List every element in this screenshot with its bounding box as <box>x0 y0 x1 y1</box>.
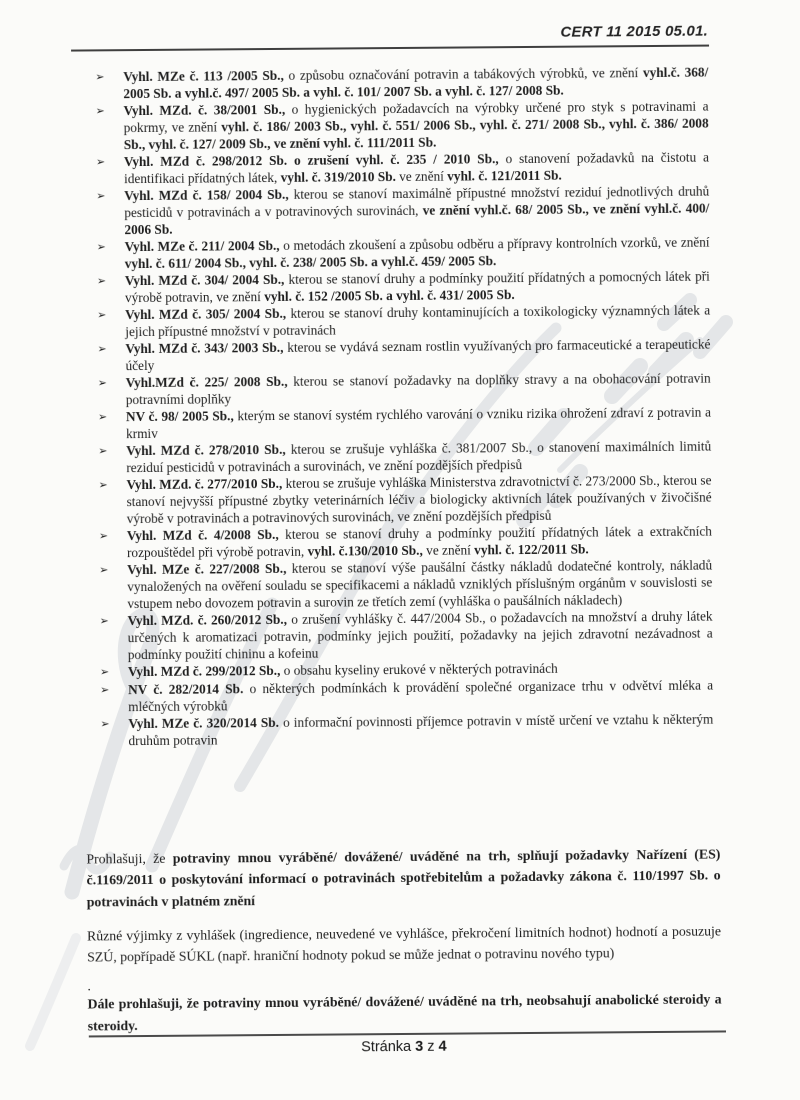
text-regular: kterou se stanoví druhy kontaminujících a toxikologicky významných látek a jejich přípustné množství v potravinách <box>125 302 711 340</box>
list-item <box>95 64 708 103</box>
declaration-paragraph <box>86 843 720 912</box>
text-bold: Vyhl. MZd č. 343/ 2003 Sb., <box>125 339 288 357</box>
arrow-bullet-icon: ➢ <box>95 71 105 84</box>
arrow-bullet-icon: ➢ <box>97 411 108 424</box>
text-regular: o informační povinnosti příjemce potravin v místě určení ve vztahu k některým druhům potravin <box>128 711 714 749</box>
text-regular: ve znění <box>399 168 448 184</box>
arrow-bullet-icon: ➢ <box>97 343 107 356</box>
list-item <box>98 404 711 443</box>
list-item-text <box>127 557 712 613</box>
text-bold: vyhl. č. 122/2011 Sb. <box>474 541 589 558</box>
text-regular: kterou se zrušuje vyhláška Ministerstva zdravotnictví č. 273/2000 Sb., kterou se stanoví nejvyšší přípustné zbytky veterinárních léčiv a biologicky aktivních látek používaných v živočišné výrobě v potravinách a potravinových surovinách, ve znění pozdějších předpisů <box>126 472 712 527</box>
text-bold: Vyhl. MZd. č. 277/2010 Sb., <box>126 475 286 493</box>
list-item-text <box>126 404 711 443</box>
list-item <box>99 557 712 613</box>
arrow-bullet-icon: ➢ <box>96 190 106 203</box>
list-item-text <box>125 268 710 307</box>
list-item <box>96 149 709 188</box>
text-bold: vyhl. č.130/2010 Sb., <box>307 542 427 559</box>
text-regular: kterou se stanoví druhy a podmínky použití přídatných látek a extrakčních rozpouštědel při výrobě potravin, <box>126 523 712 561</box>
text-bold: 4 <box>438 1038 447 1055</box>
text-regular: o hygienických požadavcích na výrobky určené pro styk s potravinami a pokrmy, ve znění <box>123 98 709 136</box>
arrow-bullet-icon: ➢ <box>98 530 109 543</box>
text-regular: z <box>423 1038 439 1055</box>
arrow-bullet-icon: ➢ <box>98 445 108 458</box>
text-bold: Vyhl. MZe č. 320/2014 Sb. <box>128 714 284 732</box>
text-bold: Vyhl. MZd č. 304/ 2004 Sb., <box>124 271 289 289</box>
list-item-text <box>123 64 708 103</box>
list-item-text <box>125 302 710 341</box>
arrow-bullet-icon: ➢ <box>97 377 107 390</box>
text-bold: potraviny mnou vyráběné/ dovážené/ uváděné na trh, splňují požadavky Nařízení (ES) č.1169/2011 o poskytování informací o potravinách spotřebitelům a požadavky zákona č. 110/1997 Sb. o potravinách v platném znění <box>86 846 721 910</box>
text-regular: kterým se stanoví systém rychlého varování o vzniku rizika ohrožení zdraví z potravin a krmiv <box>126 404 711 442</box>
list-item <box>95 98 708 154</box>
list-item <box>100 677 713 716</box>
list-item-text <box>124 149 709 188</box>
header-rule <box>71 45 709 52</box>
text-bold: vyhl. č. 319/2010 Sb. <box>280 168 400 185</box>
text-regular: Různé výjimky z vyhlášek (ingredience, neuvedené ve vyhlášce, překročení limitních hodnot) hodnotí a posuzuje SZÚ, popřípadě SÚKL (např. hraniční hodnoty pokud se může jednat o potravinu nového typu) <box>86 923 722 965</box>
text-bold: 3 <box>415 1038 424 1055</box>
list-item-text <box>125 234 710 273</box>
text-bold: Vyhl. MZe č. 113 /2005 Sb., <box>123 67 289 85</box>
steroids-declaration-paragraph <box>87 989 721 1037</box>
arrow-bullet-icon: ➢ <box>96 241 106 254</box>
text-regular: Stránka <box>361 1038 416 1056</box>
arrow-bullet-icon: ➢ <box>99 564 109 577</box>
text-regular: o stanovení požadavků na čistotu a identifikaci přídatných látek, <box>124 149 709 187</box>
list-item <box>98 438 711 477</box>
text-regular: o obsahu kyseliny erukové v některých potravinách <box>283 660 558 678</box>
list-item-text <box>127 523 712 562</box>
text-regular: o některých podmínkách k provádění společné organizace trhu v odvětví mléka a mléčných výrobků <box>128 677 714 715</box>
text-regular: ve znění <box>426 542 475 558</box>
text-bold: vyhl. č. 611/ 2004 Sb., vyhl. č. 238/ 2005 Sb. a vyhl.č. 459/ 2005 Sb. <box>124 253 497 272</box>
text-bold: vyhl. č. 152 /2005 Sb. a vyhl. č. 431/ 2005 Sb. <box>264 287 515 305</box>
arrow-bullet-icon: ➢ <box>96 275 107 288</box>
list-item-text <box>128 677 713 716</box>
arrow-bullet-icon: ➢ <box>98 479 108 492</box>
list-item <box>99 608 712 664</box>
text-bold: Vyhl. MZd. č. 260/2012 Sb., <box>127 611 292 629</box>
text-bold: Vyhl. MZd č. 158/ 2004 Sb., <box>124 186 294 204</box>
text-bold: Vyhl. MZd č. 298/2012 Sb. o zrušení vyhl. č. 235 / 2010 Sb., <box>123 151 506 170</box>
text-regular: o zrušení vyhlášky č. 447/2004 Sb., o požadavcích na množství a druhy látek určených k aromatizaci potravin, podmínky jejich použití, požadavky na jejich zdravotní nezávadnost a podmínky použití chininu a kofeinu <box>127 608 713 663</box>
text-bold: Vyhl. MZd č. 305/ 2004 Sb., <box>125 305 291 323</box>
text-bold: vyhl.č. 368/ 2005 Sb. a vyhl.č. 497/ 2005 Sb. a vyhl. č. 101/ 2007 Sb. a vyhl. č. 127/ 2008 Sb. <box>123 64 709 102</box>
arrow-bullet-icon: ➢ <box>95 156 106 169</box>
regulation-list <box>95 64 713 750</box>
text-bold: NV č. 98/ 2005 Sb., <box>125 408 238 425</box>
text-regular: kterou se stanoví výše paušální částky nákladů dodatečné kontroly, nákladů vynaložených na ověření souladu se specifikacemi a nákladů vzniklých příslušným orgánům v souvislosti se vstupem nebo dovozem potravin a surovin ze třetích zemí (vyhláška o paušálních nákladech) <box>127 557 713 612</box>
list-item <box>99 523 712 562</box>
text-regular: o metodách zkoušení a způsobu odběru a přípravy kontrolních vzorků, ve znění <box>283 234 710 253</box>
text-regular: kterou se stanoví druhy a podmínky použití přídatných a pomocných látek při výrobě potravin, ve znění <box>124 268 710 306</box>
arrow-bullet-icon: ➢ <box>99 666 110 679</box>
list-item-text <box>126 438 711 477</box>
list-item <box>97 234 710 273</box>
text-bold: Vyhl.MZd č. 225/ 2008 Sb., <box>125 373 294 391</box>
text-bold: vyhl. č. 121/2011 Sb. <box>447 167 562 184</box>
document-code: CERT 11 2015 05.01. <box>560 22 709 41</box>
list-item-text <box>124 183 709 239</box>
list-item-text <box>126 472 711 528</box>
list-item-text <box>125 336 710 375</box>
text-bold: vyhl. č. 186/ 2003 Sb., vyhl. č. 551/ 2006 Sb., vyhl. č. 271/ 2008 Sb., vyhl. č. 386/ 2008 Sb., vyhl. č. 127/ 2009 Sb., ve znění vyhl. č. 111/2011 Sb. <box>123 115 709 153</box>
list-item <box>100 711 713 750</box>
list-item-text <box>123 98 708 154</box>
arrow-bullet-icon: ➢ <box>97 309 107 322</box>
text-bold: Vyhl. MZd č. 4/2008 Sb., <box>126 526 286 544</box>
text-bold: ve znění vyhl.č. 68/ 2005 Sb., ve znění vyhl.č. 400/ 2006 Sb. <box>124 200 710 238</box>
text-regular: o způsobu označování potravin a tabákových výrobků, ve znění <box>288 65 644 83</box>
list-item <box>97 302 710 341</box>
list-item-text <box>128 711 713 750</box>
text-bold: Vyhl. MZe č. 227/2008 Sb., <box>127 560 292 578</box>
text-regular: Prohlašuji, že <box>86 850 173 867</box>
text-bold: Vyhl. MZd č. 299/2012 Sb., <box>127 662 284 680</box>
list-item <box>96 183 709 239</box>
text-regular: . <box>87 978 91 994</box>
list-item-text <box>126 370 711 409</box>
arrow-bullet-icon: ➢ <box>99 615 109 628</box>
text-bold: Vyhl. MZe č. 211/ 2004 Sb., <box>124 237 284 255</box>
text-regular: kterou se stanoví maximálně přípustné množství reziduí jednotlivých druhů pesticidů v potravinách a v potravinových surovinách, <box>124 183 710 221</box>
list-item <box>98 370 711 409</box>
arrow-bullet-icon: ➢ <box>100 684 110 697</box>
text-bold: Vyhl. MZd č. 278/2010 Sb., <box>126 441 291 459</box>
text-regular: kterou se zrušuje vyhláška č. 381/2007 Sb., o stanovení maximálních limitů reziduí pesticidů v potravinách a surovinách, ve znění pozdějších předpisů <box>126 438 712 476</box>
arrow-bullet-icon: ➢ <box>95 105 105 118</box>
text-regular: kterou se stanoví požadavky na doplňky stravy a na obohacování potravin potravními doplňky <box>125 370 711 408</box>
list-item <box>97 336 710 375</box>
exceptions-paragraph <box>87 920 721 968</box>
text-regular: kterou se vydává seznam rostlin využívaných pro farmaceutické a terapeutické účely <box>125 336 711 374</box>
declaration-section <box>86 843 722 1049</box>
arrow-bullet-icon: ➢ <box>100 718 110 731</box>
text-bold: Vyhl. MZd. č. 38/2001 Sb., <box>123 101 292 119</box>
list-item <box>97 268 710 307</box>
text-bold: Dále prohlašuji, že potraviny mnou vyráběné/ dovážené/ uváděné na trh, neobsahují anabolické steroidy a steroidy. <box>87 991 722 1034</box>
list-item <box>98 472 711 528</box>
list-item-text <box>127 608 712 664</box>
text-bold: NV č. 282/2014 Sb. <box>128 681 250 698</box>
